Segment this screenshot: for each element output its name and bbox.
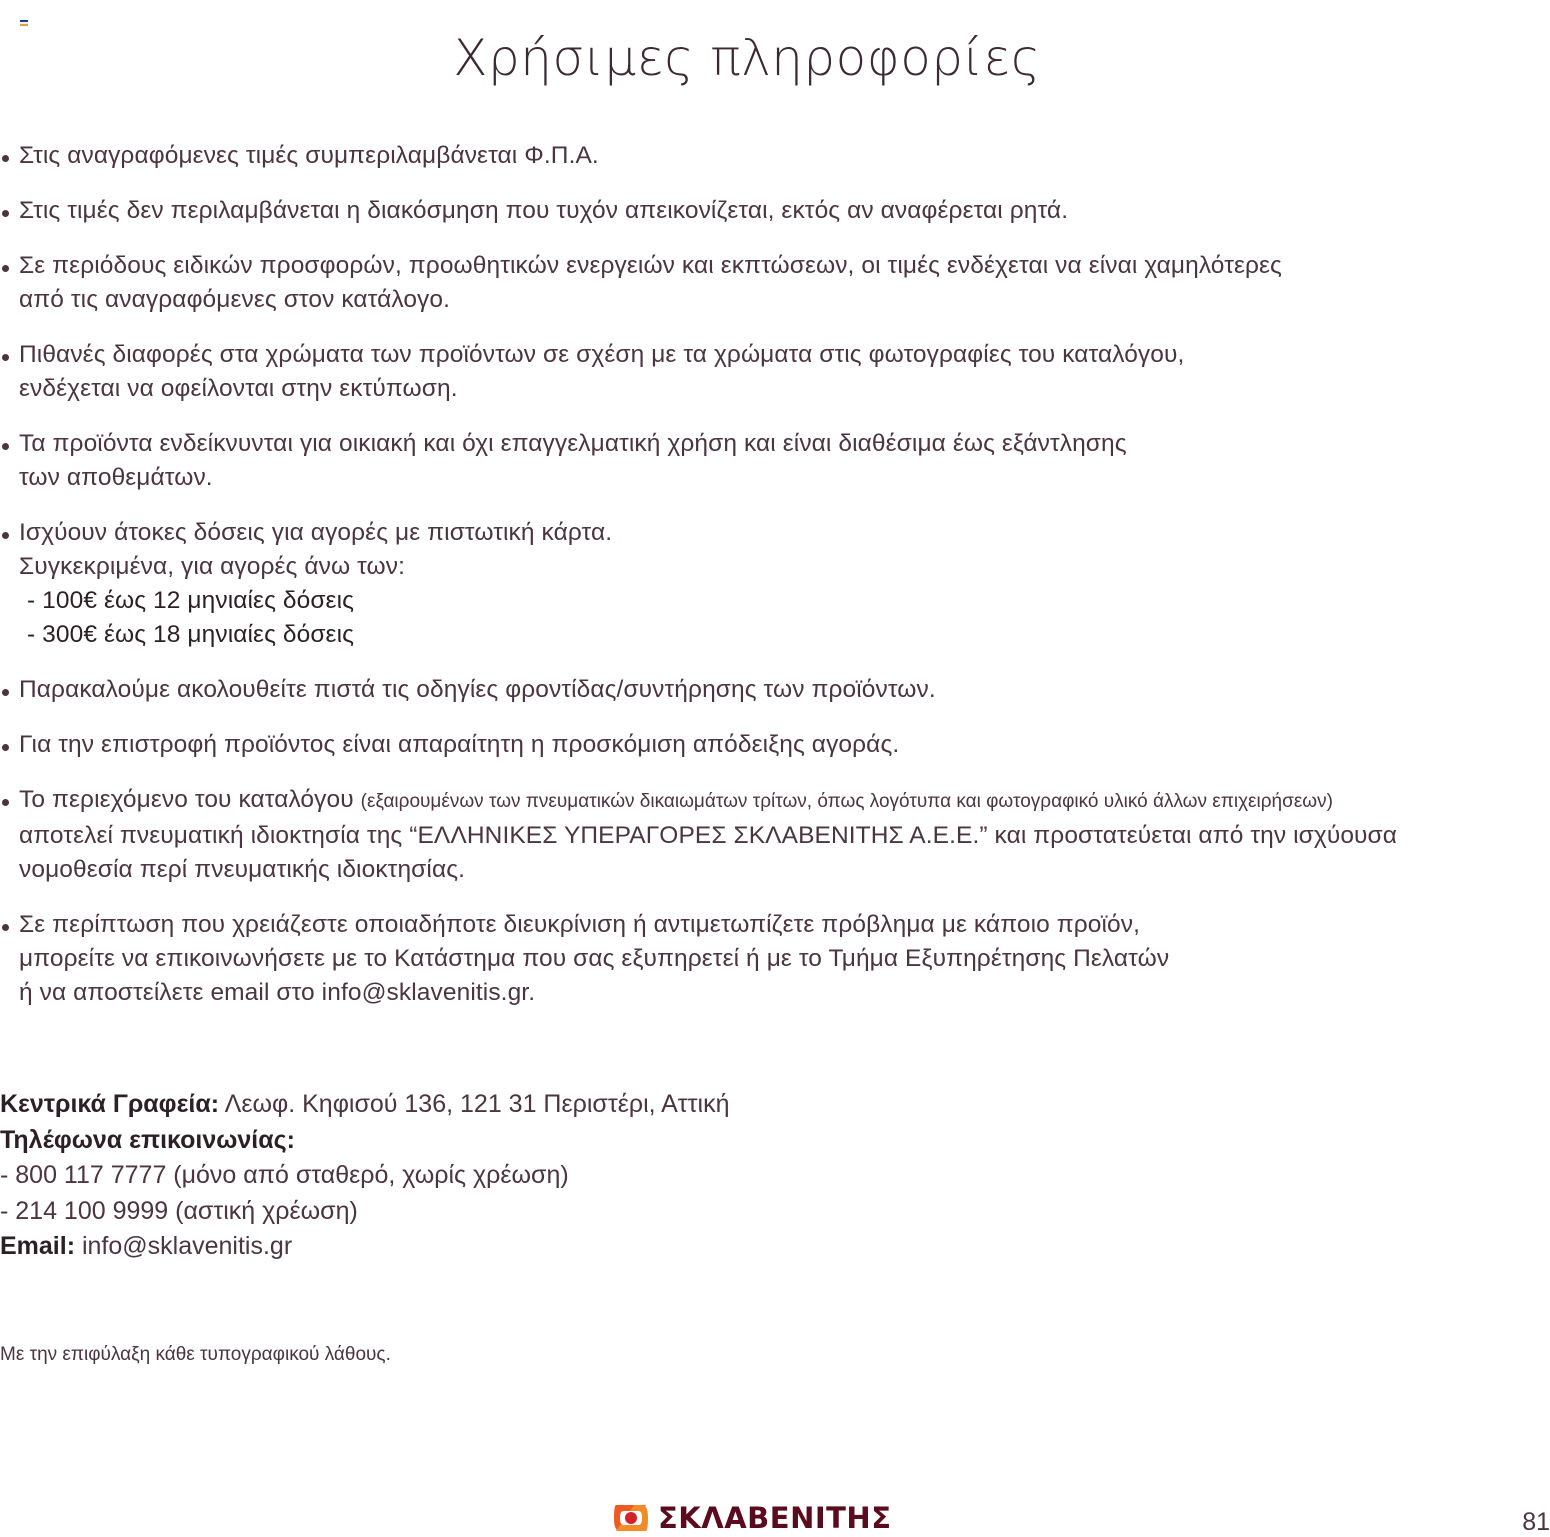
item-text: Πιθανές διαφορές στα χρώματα των προϊόντων σε σχέση με τα χρώματα στις φωτογραφίες του καταλόγου, (19, 341, 1185, 368)
headquarters-row (0, 1087, 1000, 1123)
bullet-icon (2, 265, 9, 272)
item-text: ενδέχεται να οφείλονται στην εκτύπωση. (19, 375, 458, 402)
item-text: Παρακαλούμε ακολουθείτε πιστά τις οδηγίες φροντίδας/συντήρησης των προϊόντων. (19, 676, 936, 703)
page-title: Χρήσιμες πληροφορίες (453, 28, 1041, 87)
list-item (0, 673, 1540, 707)
list-item (0, 728, 1540, 762)
headquarters-label: Κεντρικά Γραφεία: (0, 1090, 220, 1118)
item-text: Συγκεκριμένα, για αγορές άνω των: (19, 553, 406, 580)
contact-block (0, 1087, 1000, 1265)
flag-icon (20, 20, 28, 26)
brand-name: ΣΚΛΑΒΕΝΙΤΗΣ (658, 1501, 892, 1535)
email-address: info@sklavenitis.gr (75, 1232, 293, 1260)
installment-option: - 300€ έως 18 μηνιαίες δόσεις (27, 621, 355, 648)
phone-number: - 214 100 9999 (αστική χρέωση) (0, 1196, 358, 1225)
bullet-icon (2, 155, 9, 162)
disclaimer: Με την επιφύλαξη κάθε τυπογραφικού λάθους. (0, 1344, 391, 1365)
item-text: νομοθεσία περί πνευματικής ιδιοκτησίας. (19, 856, 466, 883)
bullet-icon (2, 443, 9, 450)
phones-label: Τηλέφωνα επικοινωνίας: (0, 1125, 295, 1154)
bullet-icon (2, 689, 9, 696)
info-list (0, 139, 1540, 1031)
item-text: Για την επιστροφή προϊόντος είναι απαραίτητη η προσκόμιση απόδειξης αγοράς. (19, 731, 900, 758)
item-text: από τις αναγραφόμενες στον κατάλογο. (19, 286, 451, 313)
item-text-first-line (19, 783, 1540, 819)
item-text: Σε περιόδους ειδικών προσφορών, προωθητικών ενεργειών και εκπτώσεων, οι τιμές ενδέχεται να είναι χαμηλότερες (19, 252, 1282, 279)
email-label: Email: (0, 1232, 76, 1260)
list-item (0, 194, 1540, 228)
item-text: μπορείτε να επικοινωνήσετε με το Κατάστημα που σας εξυπηρετεί ή με το Τμήμα Εξυπηρέτησης Πελατών (19, 945, 1170, 972)
item-text: Στις αναγραφόμενες τιμές συμπεριλαμβάνεται Φ.Π.Α. (19, 142, 599, 169)
bullet-icon (2, 210, 9, 217)
list-item-installments (0, 516, 1540, 652)
copyright-note: (εξαιρουμένων των πνευματικών δικαιωμάτων τρίτων, όπως λογότυπα και φωτογραφικό υλικό άλλων επιχειρήσεων) (360, 791, 1333, 812)
bullet-icon (2, 354, 9, 361)
installment-option: - 100€ έως 12 μηνιαίες δόσεις (27, 587, 355, 614)
item-text: Στις τιμές δεν περιλαμβάνεται η διακόσμηση που τυχόν απεικονίζεται, εκτός αν αναφέρεται ρητά. (19, 197, 1069, 224)
item-text: Ισχύουν άτοκες δόσεις για αγορές με πιστωτική κάρτα. (19, 519, 613, 546)
item-text: Το περιεχόμενο του καταλόγου (19, 786, 354, 813)
list-item (0, 908, 1540, 1010)
brand-mark-icon (612, 1501, 650, 1535)
bullet-icon (2, 924, 9, 931)
list-item (0, 427, 1540, 495)
headquarters-address: Λεωφ. Κηφισού 136, 121 31 Περιστέρι, Αττική (219, 1090, 730, 1118)
list-item (0, 338, 1540, 406)
bullet-icon (2, 744, 9, 751)
page-number: 81 (1522, 1508, 1550, 1536)
item-text: Τα προϊόντα ενδείκνυνται για οικιακή και όχι επαγγελματική χρήση και είναι διαθέσιμα έως εξάντλησης (19, 430, 1127, 457)
email-row (0, 1229, 1000, 1265)
list-item-copyright (0, 783, 1540, 887)
brand-logo (612, 1500, 892, 1536)
bullet-icon (2, 532, 9, 539)
item-text: ή να αποστείλετε email στο info@sklavenitis.gr. (19, 979, 536, 1006)
bullet-icon (2, 799, 9, 806)
item-text: των αποθεμάτων. (19, 464, 213, 491)
list-item (0, 249, 1540, 317)
item-text: αποτελεί πνευματική ιδιοκτησία της “ΕΛΛΗΝΙΚΕΣ ΥΠΕΡΑΓΟΡΕΣ ΣΚΛΑΒΕΝΙΤΗΣ Α.Ε.Ε.” και προστατεύεται από την ισχύουσα (19, 822, 1398, 849)
item-text: Σε περίπτωση που χρειάζεστε οποιαδήποτε διευκρίνιση ή αντιμετωπίζετε πρόβλημα με κάποιο προϊόν, (19, 911, 1141, 938)
phone-number: - 800 117 7777 (μόνο από σταθερό, χωρίς χρέωση) (0, 1161, 569, 1189)
list-item (0, 139, 1540, 173)
